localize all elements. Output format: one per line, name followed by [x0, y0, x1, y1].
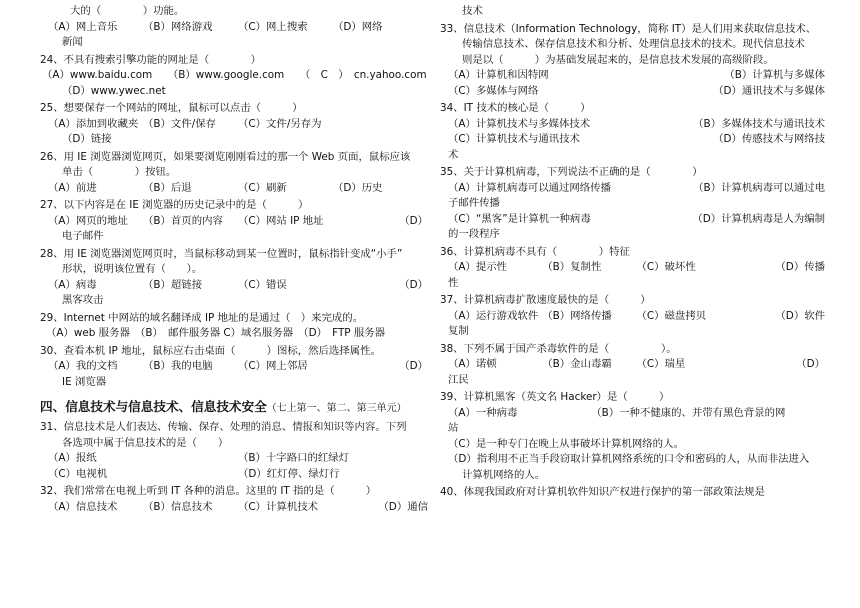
option-d: （D）传感技术与网络技 — [713, 133, 825, 145]
text-line: 大的（ ）功能。 — [70, 5, 185, 17]
option-continuation: IE 浏览器 — [62, 375, 107, 388]
question-26-cont: 单击（ ）按钮。 — [62, 166, 177, 178]
option-a: （A）计算机病毒可以通过网络传播 — [448, 181, 611, 194]
option-d: （D） — [399, 360, 428, 372]
option-a: （A）病毒 — [48, 278, 97, 291]
options-row — [40, 359, 428, 375]
options-row — [440, 181, 825, 197]
option-a: （A）运行游戏软件 — [448, 309, 539, 322]
question-40: 40、体现我国政府对计算机软件知识产权进行保护的第一部政策法规是 — [440, 486, 765, 498]
question-28: 28、用 IE 浏览器浏览网页时，当鼠标移动到某一位置时，鼠标指针变成“小手” — [40, 247, 403, 260]
question-33-cont: 则是以（ ）为基础发展起来的，是信息技术发展的高级阶段。 — [462, 53, 774, 66]
option-a: （A）我的文档 — [48, 360, 118, 372]
option-continuation: 江民 — [448, 373, 469, 386]
question-33-cont: 传输信息技术、保存信息技术和分析、处理信息技术的技术。现代信息技术 — [462, 38, 805, 50]
option-c: （C）网上搜索 — [238, 20, 308, 33]
option-c: （C）电视机 — [48, 467, 108, 480]
option-b: （B）网络游戏 — [143, 20, 213, 33]
option-b: （B）文件/保存 — [143, 117, 216, 130]
option-a: （A）计算机和因特网 — [448, 69, 549, 81]
question-32: 32、我们常常在电视上听到 IT 各种的消息。这里的 IT 指的是（ ） — [40, 485, 377, 497]
options-row — [40, 214, 428, 230]
options-row — [440, 68, 825, 84]
options-row — [440, 132, 825, 148]
question-29: 29、Internet 中网站的域名翻译成 IP 地址的是通过（ ）来完成的。 — [40, 311, 364, 324]
section-heading — [40, 398, 428, 418]
options-row — [40, 500, 428, 516]
question-34: 34、IT 技术的核心是（ ） — [440, 102, 591, 114]
option-b: （B）一种不健康的、并带有黑色背景的网 — [591, 406, 786, 419]
option-c: （C）瑞星 — [636, 358, 686, 370]
option-d: （D）历史 — [333, 181, 383, 194]
option-c: （C）网站 IP 地址 — [238, 214, 324, 227]
options-row — [440, 212, 825, 228]
option-a: （A）计算机技术与多媒体技术 — [448, 117, 591, 130]
question-30: 30、查看本机 IP 地址，鼠标应右击桌面（ ）图标，然后选择属性。 — [40, 344, 381, 357]
option-continuation: 站 — [448, 422, 459, 434]
options-row — [40, 467, 428, 483]
option-d: （D）传播 — [775, 261, 825, 273]
option-d: （D）通信 — [378, 500, 428, 513]
option-c: （C）计算机技术与通讯技术 — [448, 133, 580, 145]
question-36: 36、计算机病毒不具有（ ）特征 — [440, 245, 630, 258]
option-c: （C）错误 — [238, 278, 287, 291]
option-a: （A）网页的地址 — [48, 214, 128, 227]
right-column — [440, 4, 825, 501]
option-c: （C）多媒体与网络 — [448, 84, 539, 97]
question-24-options: （A）www.baidu.com （B）www.google.com （ C ） cn.yahoo.com — [42, 69, 427, 81]
question-38: 38、下列不属于国产杀毒软件的是（ ）。 — [440, 342, 677, 355]
option-continuation: 黑客攻击 — [62, 294, 104, 306]
option-c: （C）网上邻居 — [238, 360, 308, 372]
option-continuation: 新闻 — [62, 36, 83, 48]
option-b: （B）复制性 — [542, 261, 602, 273]
question-37: 37、计算机病毒扩散速度最快的是（ ） — [440, 294, 651, 306]
options-row — [440, 309, 825, 325]
option-a: （A）报纸 — [48, 452, 97, 464]
option-b: （B）我的电脑 — [143, 360, 213, 372]
text-line: 技术 — [462, 5, 483, 17]
option-b: （B）信息技术 — [143, 500, 213, 513]
option-b: （B）计算机与多媒体 — [724, 69, 825, 81]
option-a: （A）一种病毒 — [448, 406, 518, 419]
options-row — [40, 20, 428, 36]
option-d: （D）网络 — [333, 20, 383, 33]
section-title: 四、信息技术与信息技术、信息技术安全 — [40, 399, 267, 414]
option-b: （B）网络传播 — [542, 309, 612, 322]
option-a: （A）提示性 — [448, 261, 508, 273]
option-c: （C）计算机技术 — [238, 500, 318, 513]
options-row — [40, 278, 428, 294]
question-25: 25、想要保存一个网站的网址，鼠标可以点击（ ） — [40, 102, 303, 114]
options-row — [40, 181, 428, 197]
option-c: （C）刷新 — [238, 181, 287, 194]
options-row — [440, 117, 825, 133]
option-c: （C）磁盘拷贝 — [636, 309, 707, 322]
option-continuation: 子邮件传播 — [448, 197, 500, 209]
left-column — [40, 4, 428, 515]
option-continuation: 计算机网络的人。 — [462, 468, 546, 481]
question-39: 39、计算机黑客（英文名 Hacker）是（ ） — [440, 391, 670, 403]
option-a: （A）前进 — [48, 181, 97, 194]
option-a: （A）信息技术 — [48, 500, 118, 513]
options-row — [40, 117, 428, 133]
options-row — [440, 260, 825, 276]
question-35: 35、关于计算机病毒，下列说法不正确的是（ ） — [440, 166, 703, 178]
options-row — [440, 357, 825, 373]
option-d: （D）计算机病毒是人为编制 — [692, 212, 825, 225]
question-24-option-d: （D）www.ywec.net — [62, 84, 166, 97]
option-continuation: 术 — [448, 148, 459, 161]
option-b: （B）金山毒霸 — [542, 358, 612, 370]
question-31: 31、信息技术是人们表达、传输、保存、处理的消息、情报和知识等内容。下列 — [40, 421, 407, 433]
section-note: （七上第一、第二、第三单元） — [266, 403, 407, 414]
option-d: （D）链接 — [62, 133, 112, 145]
option-d: （D）红灯停、绿灯行 — [238, 467, 340, 480]
option-continuation: 性 — [448, 276, 459, 289]
option-continuation: 电子邮件 — [62, 230, 104, 242]
question-28-cont: 形状，说明该位置有（ ）。 — [62, 263, 203, 275]
options-row — [440, 406, 825, 422]
option-b: （B）首页的内容 — [143, 214, 223, 227]
option-continuation: 的一段程序 — [448, 228, 500, 240]
question-31-cont: 各选项中属于信息技术的是（ ） — [62, 436, 229, 449]
question-29-options: （A）web 服务器 （B） 邮件服务器 C）域名服务器 （D） FTP 服务器 — [46, 327, 386, 339]
option-continuation: 复制 — [448, 325, 469, 337]
option-b: （B）多媒体技术与通讯技术 — [693, 117, 825, 130]
option-d: （D） — [399, 278, 428, 291]
question-33: 33、信息技术（Information Technology，简称 IT）是人们用来获取信息技术、 — [440, 22, 817, 35]
option-a: （A）添加到收藏夹 — [48, 117, 139, 130]
option-a: （A）诺顿 — [448, 358, 497, 370]
option-d: （D） — [796, 358, 825, 370]
option-c: （C）文件/另存为 — [238, 117, 322, 130]
option-d: （D）软件 — [775, 309, 825, 322]
option-b: （B）十字路口的红绿灯 — [238, 452, 350, 464]
option-c: （C）“黑客”是计算机一种病毒 — [448, 212, 591, 225]
option-c: （C）是一种专门在晚上从事破坏计算机网络的人。 — [448, 437, 684, 450]
option-b: （B）超链接 — [143, 278, 203, 291]
option-a: （A）网上音乐 — [48, 20, 118, 33]
question-27: 27、以下内容是在 IE 浏览器的历史记录中的是（ ） — [40, 199, 309, 211]
option-d: （D）指利用不正当手段窃取计算机网络系统的口令和密码的人，从而非法进入 — [448, 453, 810, 465]
question-26: 26、用 IE 浏览器浏览网页，如果要浏览刚刚看过的那一个 Web 页面，鼠标应该 — [40, 150, 411, 163]
option-d: （D） — [399, 214, 428, 227]
question-24: 24、不具有搜索引擎功能的网址是（ ） — [40, 53, 262, 66]
option-b: （B）计算机病毒可以通过电 — [693, 181, 825, 194]
options-row — [40, 451, 428, 467]
option-c: （C）破坏性 — [636, 261, 696, 273]
option-d: （D）通讯技术与多媒体 — [713, 84, 825, 97]
option-b: （B）后退 — [143, 181, 192, 194]
options-row — [440, 84, 825, 100]
